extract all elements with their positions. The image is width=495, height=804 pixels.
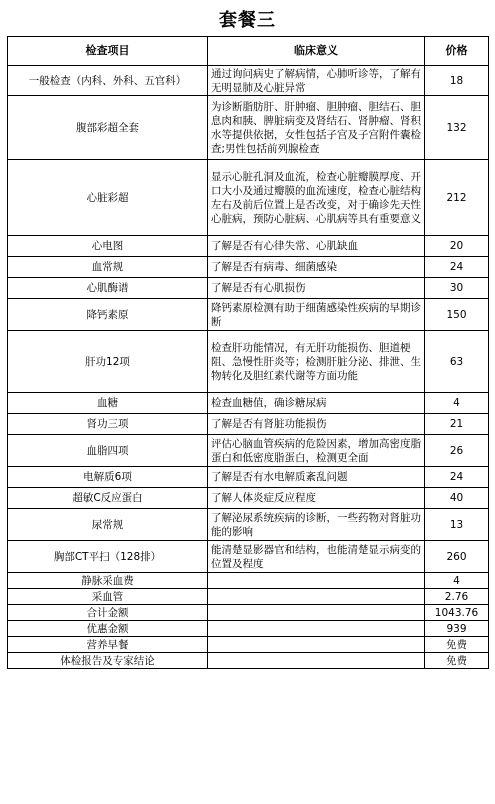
item-name: 营养早餐	[8, 637, 208, 653]
item-price: 24	[425, 467, 489, 488]
table-row	[8, 393, 489, 414]
item-name: 血常规	[8, 257, 208, 278]
clinical-meaning: 显示心脏孔洞及血流，检查心脏瓣膜厚度、开口大小及通过瓣膜的血流速度，检查心脏结构左右及前后位置上是否改变，对于确诊先天性心脏病，预防心脏病、心肌病等具有重要意义	[208, 160, 425, 236]
table-row	[8, 257, 489, 278]
clinical-meaning: 了解是否有水电解质紊乱问题	[208, 467, 425, 488]
item-price: 1043.76	[425, 605, 489, 621]
header-item: 检查项目	[8, 37, 208, 66]
table-row	[8, 160, 489, 236]
table-row	[8, 66, 489, 96]
clinical-meaning	[208, 621, 425, 637]
table-row	[8, 653, 489, 669]
item-name: 肾功三项	[8, 414, 208, 435]
clinical-meaning: 评估心脑血管疾病的危险因素，增加高密度脂蛋白和低密度脂蛋白，检测更全面	[208, 435, 425, 467]
table-row	[8, 278, 489, 299]
item-name: 血糖	[8, 393, 208, 414]
table-row	[8, 488, 489, 509]
header-meaning: 临床意义	[208, 37, 425, 66]
clinical-meaning: 了解是否有肾脏功能损伤	[208, 414, 425, 435]
table-header-row	[8, 37, 489, 66]
header-price: 价格	[425, 37, 489, 66]
clinical-meaning: 了解泌尿系统疾病的诊断，一些药物对肾脏功能的影响	[208, 509, 425, 541]
table-row	[8, 414, 489, 435]
clinical-meaning: 检查肝功能情况，有无肝功能损伤、胆道梗阻、急慢性肝炎等；检测肝脏分泌、排泄、生物转化及胆红素代谢等方面功能	[208, 331, 425, 393]
clinical-meaning: 降钙素原检测有助于细菌感染性疾病的早期诊断	[208, 299, 425, 331]
item-price: 免费	[425, 653, 489, 669]
item-name: 电解质6项	[8, 467, 208, 488]
item-price: 2.76	[425, 589, 489, 605]
table-row	[8, 467, 489, 488]
item-price: 4	[425, 393, 489, 414]
item-price: 免费	[425, 637, 489, 653]
clinical-meaning	[208, 589, 425, 605]
table-row	[8, 621, 489, 637]
item-price: 18	[425, 66, 489, 96]
item-name: 肝功12项	[8, 331, 208, 393]
clinical-meaning: 了解是否有病毒、细菌感染	[208, 257, 425, 278]
item-price: 24	[425, 257, 489, 278]
item-price: 939	[425, 621, 489, 637]
item-name: 腹部彩超全套	[8, 96, 208, 160]
item-name: 心肌酶谱	[8, 278, 208, 299]
item-name: 胸部CT平扫（128排）	[8, 541, 208, 573]
item-name: 心电图	[8, 236, 208, 257]
item-name: 体检报告及专家结论	[8, 653, 208, 669]
item-name: 优惠金额	[8, 621, 208, 637]
item-price: 4	[425, 573, 489, 589]
clinical-meaning: 能清楚显影器官和结构，也能清楚显示病变的位置及程度	[208, 541, 425, 573]
exam-package-table	[7, 36, 489, 669]
item-price: 13	[425, 509, 489, 541]
clinical-meaning: 为诊断脂肪肝、肝肿瘤、胆肿瘤、胆结石、胆息肉和胰、脾脏病变及肾结石、肾肿瘤、肾积水等提供依据，女性包括子宫及子宫附件囊检查;男性包括前列腺检查	[208, 96, 425, 160]
table-row	[8, 435, 489, 467]
table-row	[8, 541, 489, 573]
item-name: 合计金额	[8, 605, 208, 621]
item-price: 132	[425, 96, 489, 160]
item-price: 212	[425, 160, 489, 236]
table-row	[8, 605, 489, 621]
clinical-meaning: 检查血糖值，确诊糖尿病	[208, 393, 425, 414]
table-row	[8, 509, 489, 541]
clinical-meaning	[208, 653, 425, 669]
item-price: 40	[425, 488, 489, 509]
item-price: 20	[425, 236, 489, 257]
clinical-meaning: 了解是否有心律失常、心肌缺血	[208, 236, 425, 257]
item-name: 超敏C反应蛋白	[8, 488, 208, 509]
clinical-meaning: 了解是否有心肌损伤	[208, 278, 425, 299]
table-row	[8, 637, 489, 653]
item-price: 63	[425, 331, 489, 393]
table-row	[8, 96, 489, 160]
table-row	[8, 589, 489, 605]
item-price: 150	[425, 299, 489, 331]
item-name: 静脉采血费	[8, 573, 208, 589]
page-title: 套餐三	[219, 10, 276, 31]
item-name: 采血管	[8, 589, 208, 605]
clinical-meaning: 了解人体炎症反应程度	[208, 488, 425, 509]
clinical-meaning	[208, 573, 425, 589]
clinical-meaning	[208, 605, 425, 621]
item-name: 一般检查（内科、外科、五官科）	[8, 66, 208, 96]
clinical-meaning	[208, 637, 425, 653]
item-price: 260	[425, 541, 489, 573]
item-name: 降钙素原	[8, 299, 208, 331]
item-price: 21	[425, 414, 489, 435]
item-name: 血脂四项	[8, 435, 208, 467]
item-name: 心脏彩超	[8, 160, 208, 236]
table-row	[8, 236, 489, 257]
item-name: 尿常规	[8, 509, 208, 541]
item-price: 26	[425, 435, 489, 467]
table-row	[8, 331, 489, 393]
table-row	[8, 299, 489, 331]
table-row	[8, 573, 489, 589]
item-price: 30	[425, 278, 489, 299]
clinical-meaning: 通过询问病史了解病情，心肺听诊等，了解有无明显肺及心脏异常	[208, 66, 425, 96]
